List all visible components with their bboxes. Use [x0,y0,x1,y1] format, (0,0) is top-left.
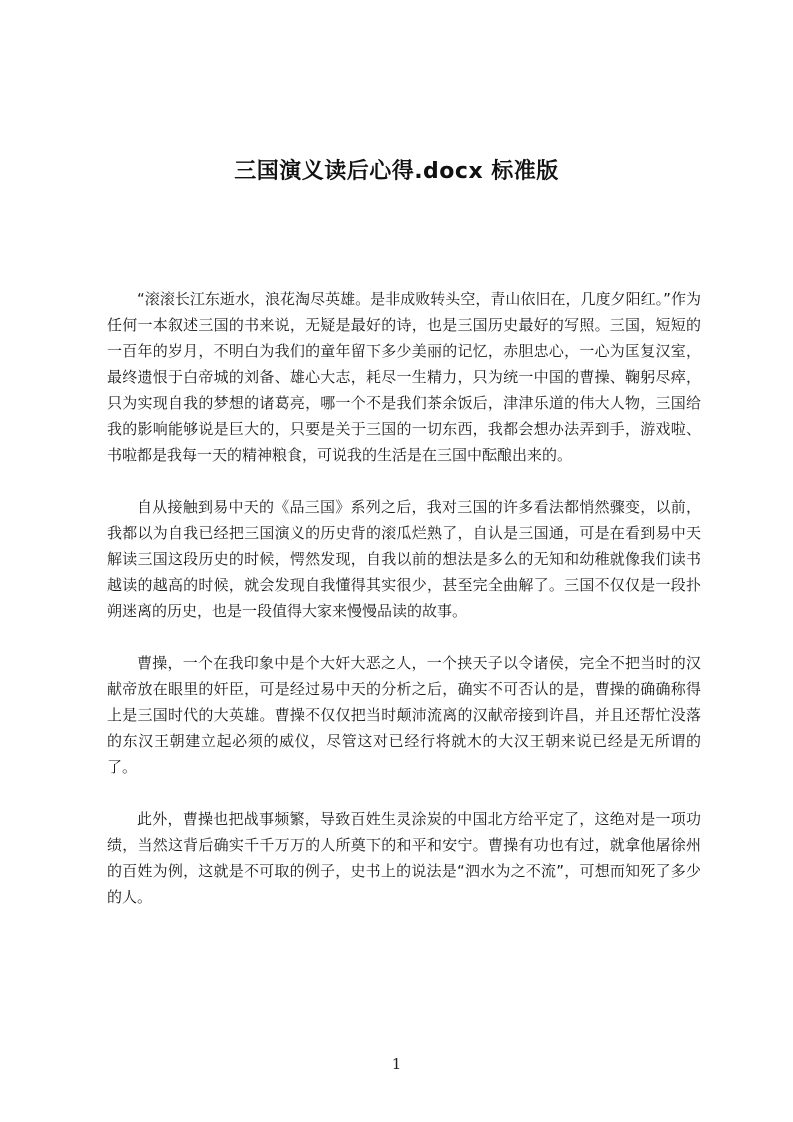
page-title: 三国演义读后心得.docx 标准版 [234,158,559,184]
paragraph-1: “滚滚长江东逝水，浪花淘尽英雄。是非成败转头空，青山依旧在，几度夕阳红。”作为任何一本叙述三国的书来说，无疑是最好的诗，也是三国历史最好的写照。三国，短短的一百年的岁月，不明白为我们的童年留下多少美丽的记忆，赤胆忠心，一心为匡复汉室，最终遗恨于白帝城的刘备、雄心大志，耗尽一生精力，只为统一中国的曹操、鞠躬尽瘁，只为实现自我的梦想的诸葛亮，哪一个不是我们茶余饭后，津津乐道的伟大人物，三国给我的影响能够说是巨大的，只要是关于三国的一切东西，我都会想办法弄到手，游戏啦、书啦都是我每一天的精神粮食，可说我的生活是在三国中酝酿出来的。 [107,290,701,464]
paragraph-3: 曹操，一个在我印象中是个大奸大恶之人，一个挟天子以令诸侯，完全不把当时的汉献帝放在眼里的奸臣，可是经过易中天的分析之后，确实不可否认的是，曹操的确确称得上是三国时代的大英雄。曹操不仅仅把当时颠沛流离的汉献帝接到许昌，并且还帮忙没落的东汉王朝建立起必须的威仪，尽管这对已经行将就木的大汉王朝来说已经是无所谓的了。 [107,654,701,776]
paragraph-2: 自从接触到易中天的《品三国》系列之后，我对三国的许多看法都悄然骤变，以前，我都以为自我已经把三国演义的历史背的滚瓜烂熟了，自认是三国通，可是在看到易中天解读三国这段历史的时候，愕然发现，自我以前的想法是多么的无知和幼稚就像我们读书越读的越高的时候，就会发现自我懂得其实很少，甚至完全曲解了。三国不仅仅是一段扑朔迷离的历史，也是一段值得大家来慢慢品读的故事。 [107,498,701,620]
paragraph-4: 此外，曹操也把战事频繁，导致百姓生灵涂炭的中国北方给平定了，这绝对是一项功绩，当然这背后确实千千万万的人所奠下的和平和安宁。曹操有功也有过，就拿他屠徐州的百姓为例，这就是不可取的例子，史书上的说法是“泗水为之不流”，可想而知死了多少的人。 [107,810,701,906]
page-number: 1 [391,1055,402,1073]
document-body [107,286,701,936]
